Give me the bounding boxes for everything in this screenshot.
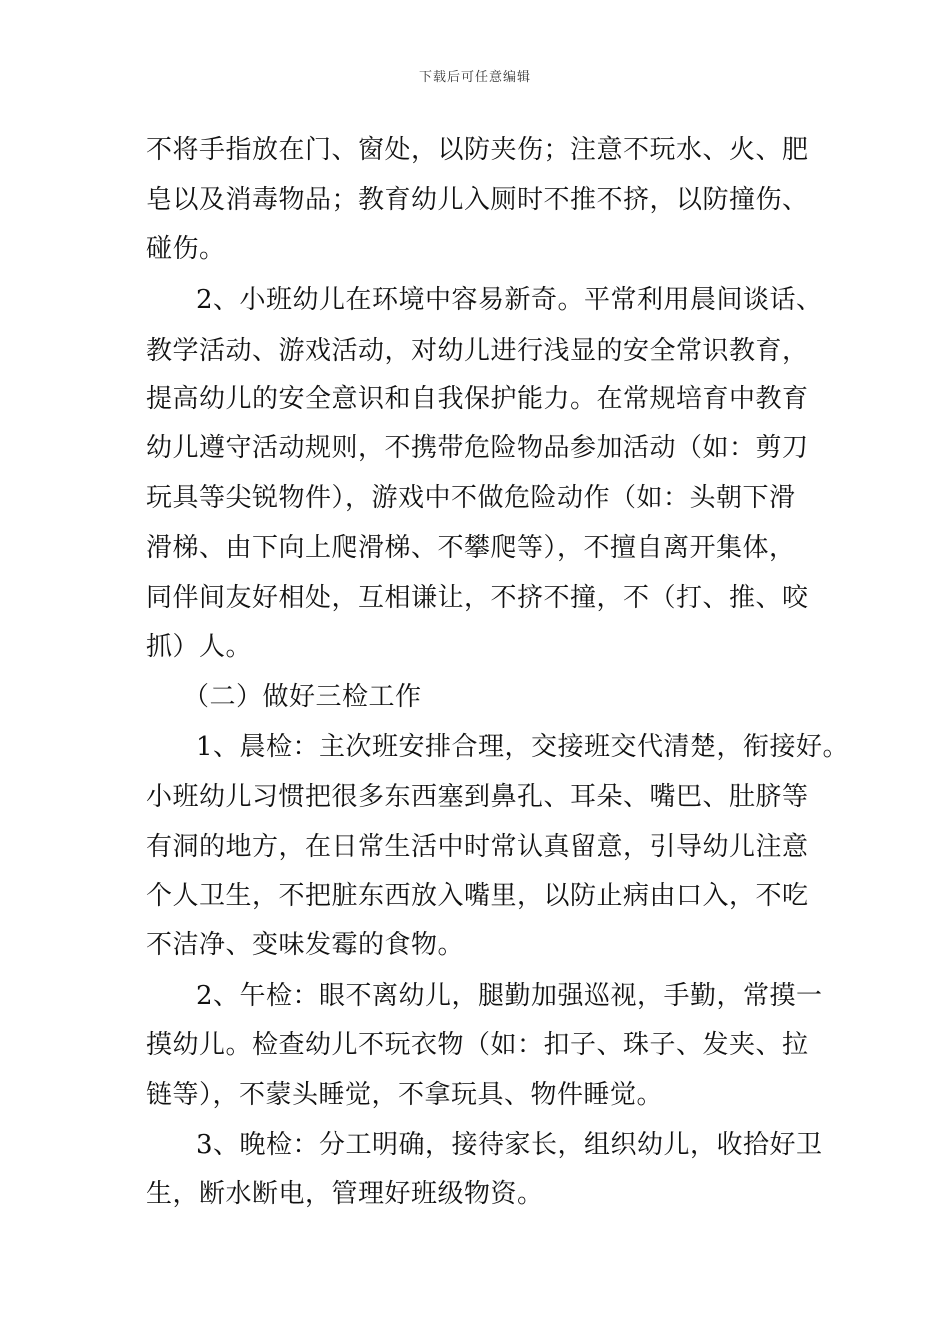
text-line: 教学活动、游戏活动，对幼儿进行浅显的安全常识教育， (146, 336, 809, 366)
text-line: 滑梯、由下向上爬滑梯、不攀爬等），不擅自离开集体， (146, 533, 796, 563)
text-line: 碰伤。 (146, 234, 226, 264)
text-line: 有洞的地方，在日常生活中时常认真留意，引导幼儿注意 (146, 832, 809, 862)
text-line: 玩具等尖锐物件），游戏中不做危险动作（如：头朝下滑 (146, 483, 796, 513)
text-line: 提高幼儿的安全意识和自我保护能力。在常规培育中教育 (146, 384, 809, 414)
paragraph-start-line: 2、小班幼儿在环境中容易新奇。平常利用晨间谈话、 (196, 285, 823, 315)
text-line: 生，断水断电，管理好班级物资。 (146, 1179, 544, 1209)
text-line: 个人卫生，不把脏东西放入嘴里，以防止病由口入，不吃 (146, 881, 809, 911)
paragraph-start-line: 1、晨检：主次班安排合理，交接班交代清楚，衔接好。 (196, 732, 850, 762)
text-line: 小班幼儿习惯把很多东西塞到鼻孔、耳朵、嘴巴、肚脐等 (146, 782, 809, 812)
text-line: 链等），不蒙头睡觉，不拿玩具、物件睡觉。 (146, 1080, 664, 1110)
text-line: 皂以及消毒物品；教育幼儿入厕时不推不挤，以防撞伤、 (146, 185, 809, 215)
text-line: 不将手指放在门、窗处，以防夹伤；注意不玩水、火、肥 (146, 135, 809, 165)
section-heading: （二）做好三检工作 (183, 682, 422, 712)
text-line: 幼儿遵守活动规则，不携带危险物品参加活动（如：剪刀 (146, 433, 809, 463)
paragraph-start-line: 2、午检：眼不离幼儿，腿勤加强巡视，手勤，常摸一 (196, 981, 823, 1011)
paragraph-start-line: 3、晚检：分工明确，接待家长，组织幼儿，收拾好卫 (196, 1130, 823, 1160)
text-line: 不洁净、变味发霉的食物。 (146, 930, 465, 960)
text-line: 摸幼儿。检查幼儿不玩衣物（如：扣子、珠子、发夹、拉 (146, 1030, 809, 1060)
text-line: 同伴间友好相处，互相谦让，不挤不撞，不（打、推、咬 (146, 583, 809, 613)
page-header: 下载后可任意编辑 (418, 70, 531, 85)
text-line: 抓）人。 (146, 632, 253, 662)
